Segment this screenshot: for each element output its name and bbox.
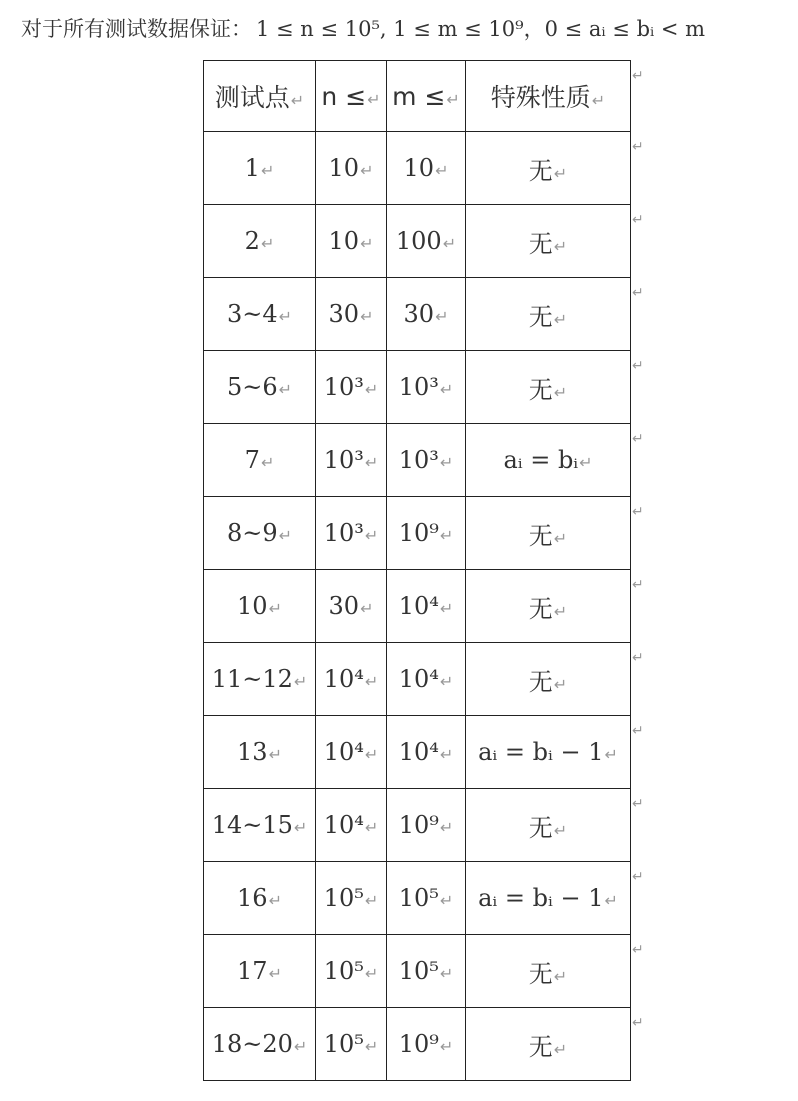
table-row (204, 351, 631, 424)
cell-m-max: 10³↵ (387, 351, 466, 424)
cell-test-point: 1↵ (204, 132, 316, 205)
table-row (204, 205, 631, 278)
cell-special-property: 无↵ (466, 570, 631, 643)
cell-n-max: 10³↵ (316, 351, 387, 424)
cell-special-property: 无↵ (466, 351, 631, 424)
row-end-mark: ↵ (632, 1014, 644, 1031)
cell-m-max: 10⁴↵ (387, 716, 466, 789)
row-end-mark: ↵ (632, 503, 644, 520)
table-row (204, 570, 631, 643)
cell-n-max: 10↵ (316, 132, 387, 205)
row-end-mark: ↵ (632, 722, 644, 739)
table-row (204, 132, 631, 205)
cell-test-point: 11~12↵ (204, 643, 316, 716)
row-end-mark: ↵ (632, 941, 644, 958)
row-end-mark: ↵ (632, 138, 644, 155)
table-row (204, 862, 631, 935)
table-header-row (204, 61, 631, 132)
cell-test-point: 17↵ (204, 935, 316, 1008)
cell-special-property: aᵢ = bᵢ↵ (466, 424, 631, 497)
cell-n-max: 10³↵ (316, 497, 387, 570)
cell-test-point: 14~15↵ (204, 789, 316, 862)
constraint-prefix: 对于所有测试数据保证： (21, 17, 252, 41)
cell-m-max: 30↵ (387, 278, 466, 351)
row-end-mark: ↵ (632, 649, 644, 666)
header-special-property: 特殊性质↵ (466, 61, 631, 132)
header-test-point: 测试点↵ (204, 61, 316, 132)
cell-m-max: 10³↵ (387, 424, 466, 497)
cell-n-max: 10↵ (316, 205, 387, 278)
cell-test-point: 3~4↵ (204, 278, 316, 351)
table-row (204, 424, 631, 497)
cell-special-property: aᵢ = bᵢ − 1↵ (466, 862, 631, 935)
cell-m-max: 10⁹↵ (387, 1008, 466, 1081)
cell-test-point: 16↵ (204, 862, 316, 935)
cell-special-property: 无↵ (466, 789, 631, 862)
cell-n-max: 10⁵↵ (316, 935, 387, 1008)
test-data-table (203, 60, 631, 1081)
cell-test-point: 2↵ (204, 205, 316, 278)
row-end-mark: ↵ (632, 795, 644, 812)
table-row (204, 1008, 631, 1081)
cell-n-max: 10⁴↵ (316, 716, 387, 789)
cell-test-point: 7↵ (204, 424, 316, 497)
table-row (204, 497, 631, 570)
cell-special-property: 无↵ (466, 643, 631, 716)
row-end-mark: ↵ (632, 357, 644, 374)
table-row (204, 789, 631, 862)
row-end-mark: ↵ (632, 67, 644, 84)
table-row (204, 643, 631, 716)
cell-special-property: 无↵ (466, 1008, 631, 1081)
table-row (204, 278, 631, 351)
cell-n-max: 10³↵ (316, 424, 387, 497)
cell-n-max: 30↵ (316, 278, 387, 351)
cell-test-point: 8~9↵ (204, 497, 316, 570)
cell-test-point: 5~6↵ (204, 351, 316, 424)
cell-n-max: 10⁴↵ (316, 789, 387, 862)
cell-n-max: 10⁵↵ (316, 862, 387, 935)
cell-m-max: 10⁴↵ (387, 570, 466, 643)
cell-m-max: 10⁵↵ (387, 935, 466, 1008)
header-m-max: m ≤↵ (387, 61, 466, 132)
cell-special-property: 无↵ (466, 935, 631, 1008)
cell-m-max: 10⁵↵ (387, 862, 466, 935)
table-row (204, 716, 631, 789)
row-end-mark: ↵ (632, 430, 644, 447)
cell-n-max: 30↵ (316, 570, 387, 643)
row-end-mark: ↵ (632, 211, 644, 228)
cell-special-property: 无↵ (466, 132, 631, 205)
cell-test-point: 13↵ (204, 716, 316, 789)
table-row (204, 935, 631, 1008)
header-n-max: n ≤↵ (316, 61, 387, 132)
constraint-statement (21, 14, 798, 44)
cell-m-max: 10↵ (387, 132, 466, 205)
row-end-mark: ↵ (632, 284, 644, 301)
cell-m-max: 100↵ (387, 205, 466, 278)
cell-special-property: 无↵ (466, 205, 631, 278)
constraint-math: 1 ≤ n ≤ 10⁵, 1 ≤ m ≤ 10⁹，0 ≤ aᵢ ≤ bᵢ < m (256, 17, 706, 41)
cell-m-max: 10⁹↵ (387, 789, 466, 862)
cell-m-max: 10⁹↵ (387, 497, 466, 570)
cell-test-point: 10↵ (204, 570, 316, 643)
cell-n-max: 10⁵↵ (316, 1008, 387, 1081)
cell-test-point: 18~20↵ (204, 1008, 316, 1081)
row-end-mark: ↵ (632, 576, 644, 593)
cell-special-property: 无↵ (466, 278, 631, 351)
cell-n-max: 10⁴↵ (316, 643, 387, 716)
cell-special-property: aᵢ = bᵢ − 1↵ (466, 716, 631, 789)
cell-m-max: 10⁴↵ (387, 643, 466, 716)
cell-special-property: 无↵ (466, 497, 631, 570)
row-end-mark: ↵ (632, 868, 644, 885)
